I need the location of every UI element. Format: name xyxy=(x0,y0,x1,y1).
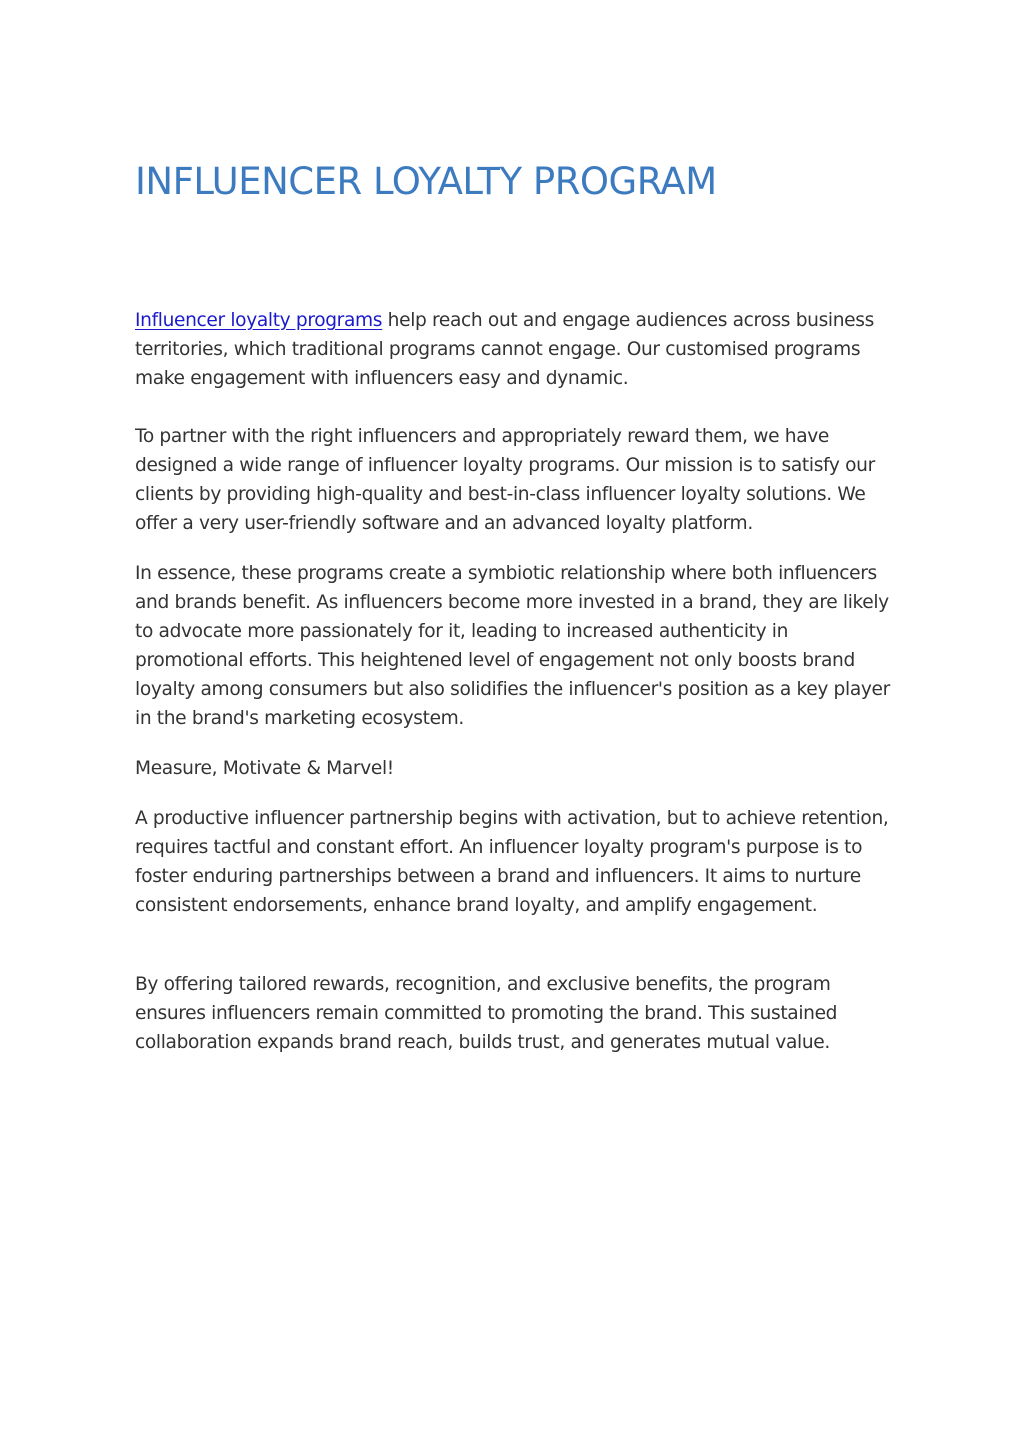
influencer-loyalty-programs-link[interactable]: Influencer loyalty programs xyxy=(135,310,383,331)
paragraph-essence: In essence, these programs create a symbiotic relationship where both influencers and brands benefit. As influencers become more invested in a brand, they are likely to advocate more passionately for it, leading to increased authenticity in promotional efforts. This heightened level of engagement not only boosts brand loyalty among consumers but also solidifies the influencer's position as a key player in the brand's marketing ecosystem. xyxy=(135,563,890,729)
paragraph-tagline: Measure, Motivate & Marvel! xyxy=(135,758,394,779)
paragraph-rewards: By offering tailored rewards, recognition, and exclusive benefits, the program ensures influencers remain committed to promoting the brand. This sustained collaboration expands brand reach, builds trust, and generates mutual value. xyxy=(135,974,838,1053)
intro-paragraph xyxy=(135,306,895,393)
paragraph-partner: To partner with the right influencers and appropriately reward them, we have designed a wide range of influencer loyalty programs. Our mission is to satisfy our clients by providing high-quality and best-in-class influencer loyalty solutions. We offer a very user-friendly software and an advanced loyalty platform. xyxy=(135,426,875,534)
document-body xyxy=(135,306,895,1057)
intro-text: help reach out and engage audiences across business territories, which traditional programs cannot engage. Our customised programs make engagement with influencers easy and dynamic. xyxy=(135,310,874,389)
paragraph-partnership: A productive influencer partnership begins with activation, but to achieve retention, requires tactful and constant effort. An influencer loyalty program's purpose is to foster enduring partnerships between a brand and influencers. It aims to nurture consistent endorsements, enhance brand loyalty, and amplify engagement. xyxy=(135,808,889,916)
document-title: INFLUENCER LOYALTY PROGRAM xyxy=(135,160,717,203)
